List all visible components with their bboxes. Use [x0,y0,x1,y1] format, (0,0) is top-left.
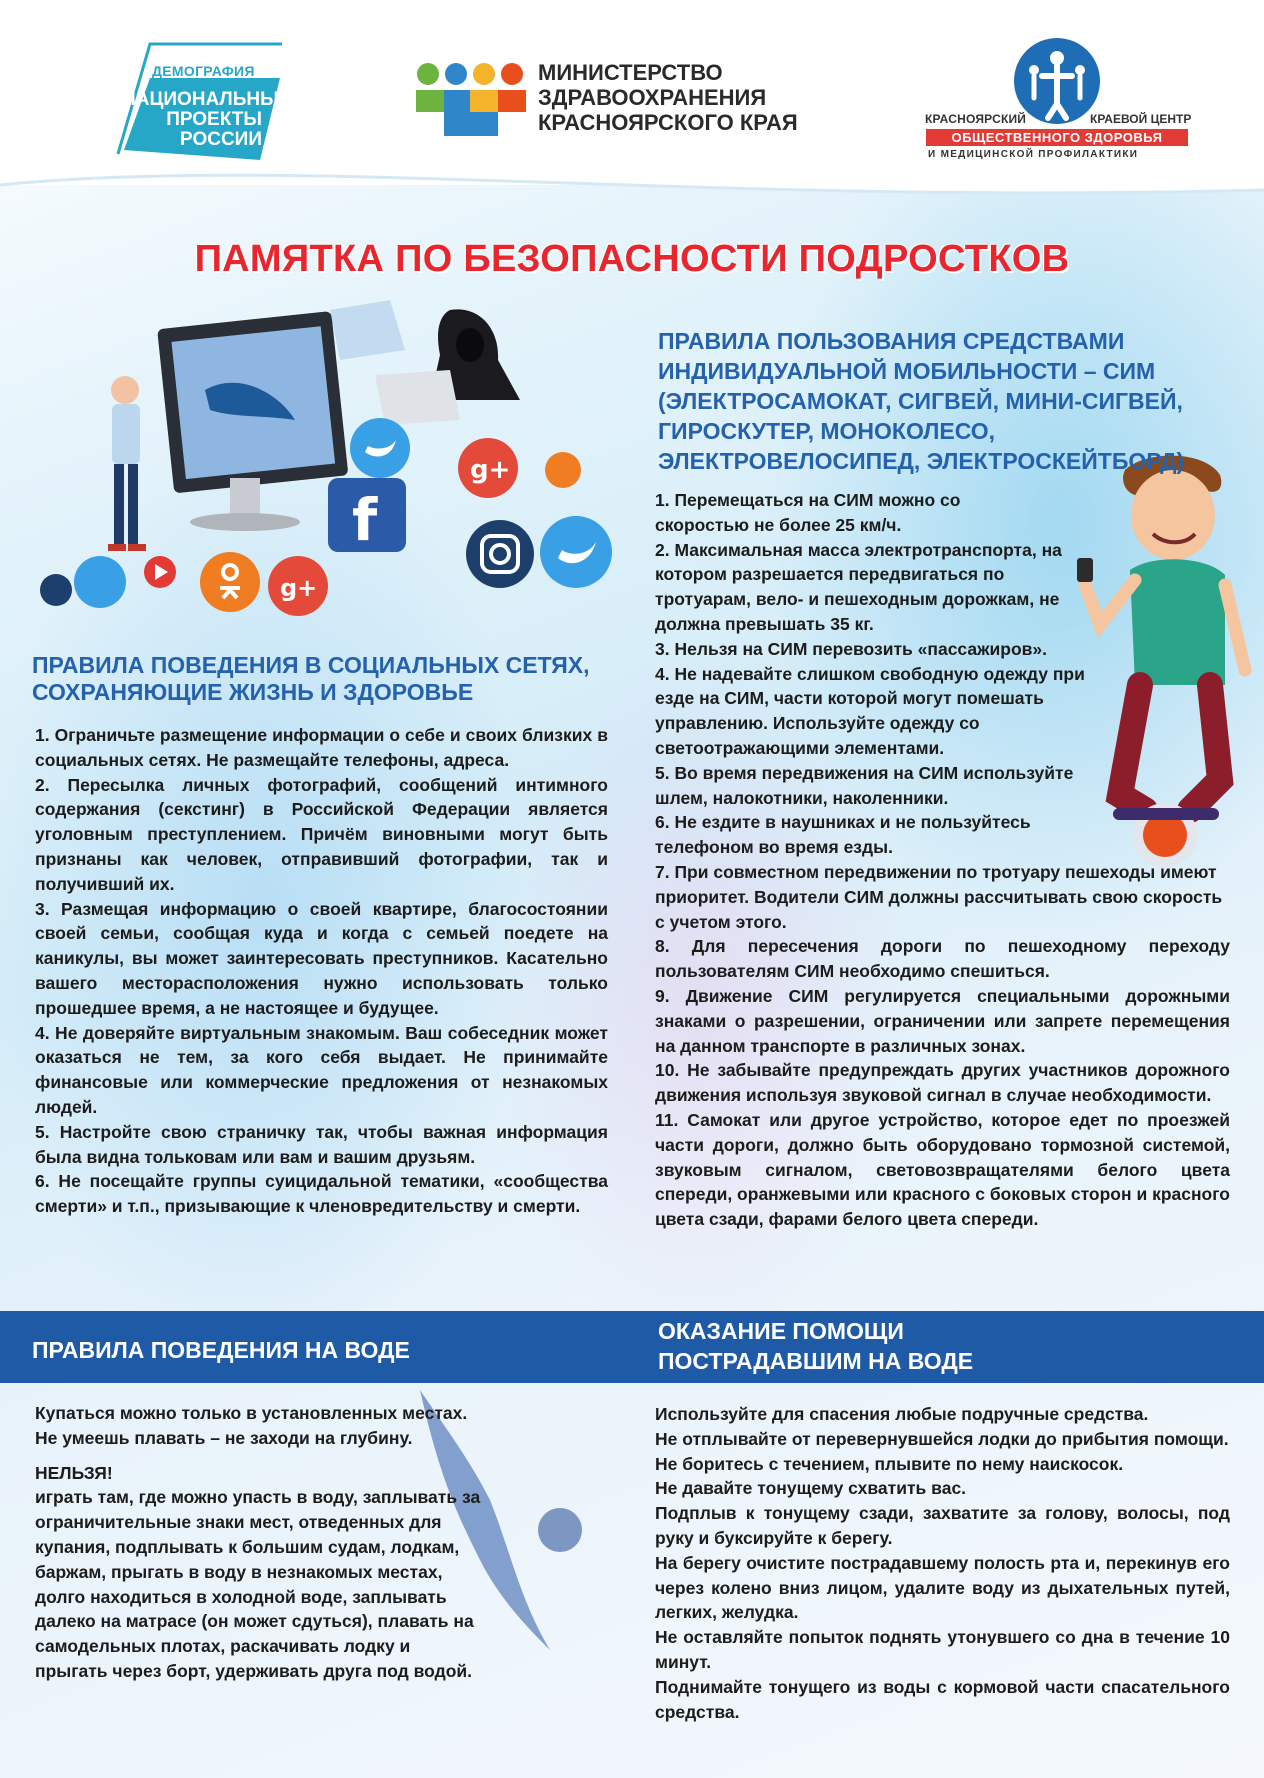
help-item-6: На берегу очистите пострадавшему полость рта и, перекинув его через колено вниз лицом, удалите воду из дыхательных путей, легких, желудка. [655,1552,1230,1623]
ministry-line-3: КРАСНОЯРСКОГО КРАЯ [538,110,798,135]
facebook-bubble-icon [328,478,406,554]
sim-rule-5: 5. Во время передвижения на СИМ используйте шлем, налокотники, наколенники. [655,762,1074,808]
water-forbidden-label: НЕЛЬЗЯ! [35,1462,113,1483]
sim-rule-11: 11. Самокат или другое устройство, которое едет по проезжей части дороги, должно быть оборудовано тормозной системой, звуковым сигналом, световозвращателями белого цвета спереди, оранжевыми или красного с боковых сторон и красного цвета сзади, фарами белого цвета спереди. [655,1109,1230,1230]
sim-rule-9: 9. Движение СИМ регулируется специальными дорожными знаками о разрешении, ограничении или запрете перемещения на данном транспорте в различных зонах. [655,985,1230,1056]
social-rule-3: 3. Размещая информацию о своей квартире, благосостоянии своей семьи, сообщая куда и когда с семьей поедете на каникулы, вы может заинтересовать преступников. Касательно вашего месторасположения нужно использовать только прошедшее время, а не настоящее и будущее. [35,898,608,1018]
sim-rule-8: 8. Для пересечения дороги по пешеходному переходу пользователям СИМ необходимо спешиться. [655,936,1230,982]
odnoklassniki-bubble-icon [200,552,260,612]
center-name-line-3: ОБЩЕСТВЕННОГО ЗДОРОВЬЯ [926,129,1188,146]
center-name-line-4: И МЕДИЦИНСКОЙ ПРОФИЛАКТИКИ [928,149,1139,160]
svg-text:f: f [352,486,378,554]
water-rules-text [35,1401,595,1684]
svg-text:g+: g+ [280,574,318,602]
sim-rule-2: 2. Максимальная масса электротранспорта, на котором разрешается передвигаться по тротуарам, вело- и пешеходным дорожкам, не должна превышать 35 кг. [655,539,1062,634]
help-item-3: Не боритесь с течением, плывите по нему наискосок. [655,1453,1124,1474]
help-item-5: Подплыв к тонущему сзади, захватите за голову, волосы, под руку и буксируйте к берегу. [655,1503,1230,1548]
social-rule-4: 4. Не доверяйте виртуальным знакомым. Ваш собеседник может оказаться не тем, за кого себя выдает. Не принимайте финансовые или коммерческие предложения от незнакомых людей. [35,1022,608,1117]
water-help-heading-line-1: ОКАЗАНИЕ ПОМОЩИ [658,1318,904,1344]
social-rules-text [35,723,608,1219]
center-name-line-2: КРАЕВОЙ ЦЕНТР [1090,112,1192,126]
odnoklassniki-bubble-2-icon [545,452,581,488]
sim-rule-7: 7. При совместном передвижении по тротуару пешеходы имеют приоритет. Водители СИМ должны рассчитывать свою скорость с учетом этого. [655,861,1223,932]
ministry-logo-icon [414,62,529,140]
sim-rule-6: 6. Не ездите в наушниках и не пользуйтесь телефоном во время езды. [655,812,1031,858]
sim-rule-3: 3. Нельзя на СИМ перевозить «пассажиров». [655,638,1047,659]
social-rules-heading: ПРАВИЛА ПОВЕДЕНИЯ В СОЦИАЛЬНЫХ СЕТЯХ, СОХРАНЯЮЩИЕ ЖИЗНЬ И ЗДОРОВЬЕ [32,652,590,705]
ministry-line-2: ЗДРАВООХРАНЕНИЯ [538,85,767,110]
svg-text:g+: g+ [470,455,511,485]
demography-label: ДЕМОГРАФИЯ [152,63,255,79]
google-plus-bubble-2-icon [268,556,328,616]
sim-rule-1: 1. Перемещаться на СИМ можно со скоростью не более 25 км/ч. [655,490,961,535]
sim-rule-10: 10. Не забывайте предупреждать других участников дорожного движения используя звуковой сигнал в случае необходимости. [655,1060,1230,1106]
water-forbidden-text: играть там, где можно упасть в воду, заплывать за ограничительные знаки мест, отведенных для купания, подплывать к большим судам, лодкам, баржам, прыгать в воду в незнакомых местах, долго находиться в холодной воде, заплывать далеко на матрасе (он может сдуться), плавать на самодельных плотах, раскачивать лодку и прыгать через борт, удерживать друга под водой. [35,1487,481,1681]
social-rule-6: 6. Не посещайте группы суицидальной тематики, «сообщества смерти» и т.п., призывающие к членовредительству и смерти. [35,1171,608,1217]
google-plus-bubble-icon [458,438,518,498]
page-title: ПАМЯТКА ПО БЕЗОПАСНОСТИ ПОДРОСТКОВ [194,238,1070,280]
water-intro-2: Не умеешь плавать – не заходи на глубину. [35,1427,413,1448]
sim-rule-4: 4. Не надевайте слишком свободную одежду при езде на СИМ, части которой могут помешать управлению. Используйте одежду со светоотражающими элементами. [655,663,1085,758]
water-rules-heading: ПРАВИЛА ПОВЕДЕНИЯ НА ВОДЕ [32,1337,410,1363]
twitter-bubble-icon [350,418,410,478]
help-item-1: Используйте для спасения любые подручные средства. [655,1404,1149,1424]
ministry-name [538,60,838,135]
youtube-bubble-icon [144,556,176,588]
sim-rules-text [655,488,1230,1232]
water-intro-1: Купаться можно только в установленных местах. [35,1403,468,1423]
help-item-2: Не отплывайте от перевернувшейся лодки до прибытия помощи. [655,1428,1229,1449]
instagram-bubble-2-icon [40,574,72,606]
help-item-4: Не давайте тонущему схватить вас. [655,1478,967,1499]
water-help-text [655,1402,1230,1724]
social-rule-5: 5. Настройте свою страничку так, чтобы важная информация была видна тольковам или вам и вашим друзьям. [35,1121,608,1167]
twitter-bubble-3-icon [74,556,126,608]
instagram-bubble-icon [466,520,534,588]
sim-rules-heading: ПРАВИЛА ПОЛЬЗОВАНИЯ СРЕДСТВАМИ ИНДИВИДУАЛЬНОЙ МОБИЛЬНОСТИ – СИМ (ЭЛЕКТРОСАМОКАТ, СИГВЕЙ, МИНИ-СИГВЕЙ, ГИРОСКУТЕР, МОНОКОЛЕСО, ЭЛЕКТРОВЕЛОСИПЕД, ЭЛЕКТРОСКЕЙТБОРД) [658,328,1185,474]
center-name-line-1: КРАСНОЯРСКИЙ [925,112,1027,126]
twitter-bubble-2-icon [540,516,612,588]
help-item-7: Не оставляйте попыток поднять утонувшего со дна в течение 10 минут. [655,1627,1230,1672]
help-item-8: Поднимайте тонущего из воды с кормовой части спасательного средства. [655,1676,1230,1722]
water-help-heading [658,1316,973,1376]
ministry-line-1: МИНИСТЕРСТВО [538,60,723,85]
social-media-illustration [30,300,630,640]
water-help-heading-line-2: ПОСТРАДАВШИМ НА ВОДЕ [658,1348,974,1374]
national-projects-label: НАЦИОНАЛЬНЫЕ ПРОЕКТЫ РОССИИ [122,89,292,150]
social-rule-1: 1. Ограничьте размещение информации о себе и своих близких в социальных сетях. Не размещайте телефоны, адреса. [35,725,608,770]
social-rule-2: 2. Пересылка личных фотографий, сообщений интимного содержания (секстинг) в Российской Федерации является уголовным преступлением. Причём виновными могут быть признаны как человек, отправивший фотографии, так и получивший их. [35,774,608,894]
